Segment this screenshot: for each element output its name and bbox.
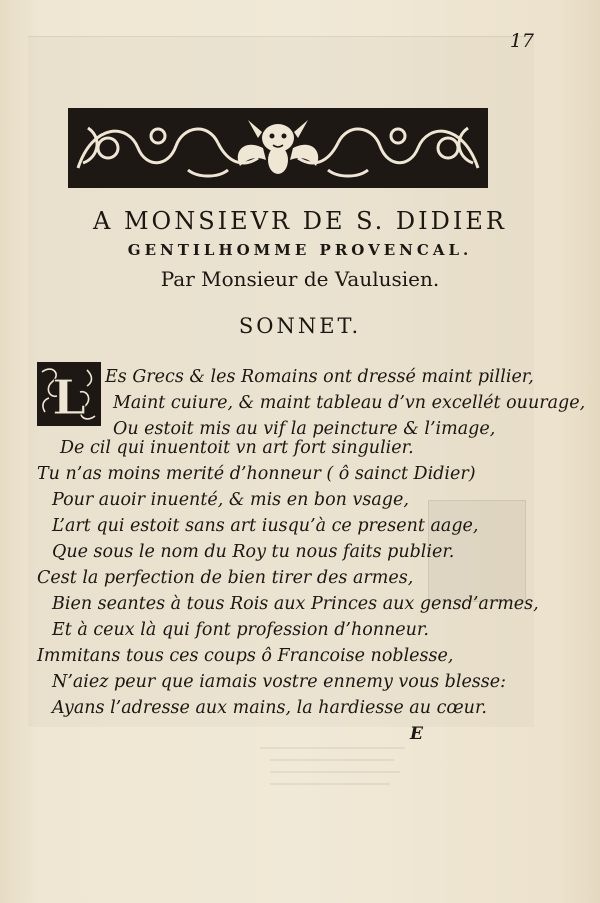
poem-line-7: L’art qui estoit sans art iusqu’à ce present aage, [52, 516, 479, 536]
poem-line-12: Immitans tous ces coups ô Francoise noblesse, [37, 646, 454, 666]
ornamental-headpiece [68, 108, 488, 188]
title-line-1: A MONSIEVR DE S. DIDIER [93, 207, 507, 235]
poem-line-9: Cest la perfection de bien tirer des armes, [37, 568, 414, 588]
drop-cap-letter: L [52, 370, 86, 426]
catchword: E [410, 724, 423, 744]
poem-line-6: Pour auoir inuenté, & mis en bon vsage, [52, 490, 409, 510]
poem-line-5: Tu n’as moins merité d’honneur ( ô sainct Didier) [37, 464, 476, 484]
poem-line-13: N’aiez peur que iamais vostre ennemy vous blesse: [52, 672, 507, 692]
poem-line-14: Ayans l’adresse aux mains, la hardiesse au cœur. [52, 698, 487, 718]
poem-line-2: Maint cuiure, & maint tableau d’vn excellét ouurage, [113, 393, 586, 413]
poem-line-4: De cil qui inuentoit vn art fort singulier. [60, 438, 414, 458]
title-line-2: GENTILHOMME PROVENCAL. [127, 241, 473, 259]
drop-cap [37, 362, 101, 426]
poem-line-3: Ou estoit mis au vif la peincture & l’image, [113, 419, 496, 439]
poem-title: SONNET. [238, 314, 362, 338]
title-line-3: Par Monsieur de Vaulusien. [160, 267, 440, 291]
page-number: 17 [509, 30, 534, 52]
poem-line-11: Et à ceux là qui font profession d’honneur. [52, 620, 429, 640]
verso-show-through [255, 740, 415, 800]
poem-line-10: Bien seantes à tous Rois aux Princes aux gensd’armes, [52, 594, 539, 614]
drop-cap-ornament [37, 362, 101, 426]
poem-line-8: Que sous le nom du Roy tu nous faits publier. [52, 542, 455, 562]
poem-line-1: Es Grecs & les Romains ont dressé maint pillier, [105, 367, 534, 387]
